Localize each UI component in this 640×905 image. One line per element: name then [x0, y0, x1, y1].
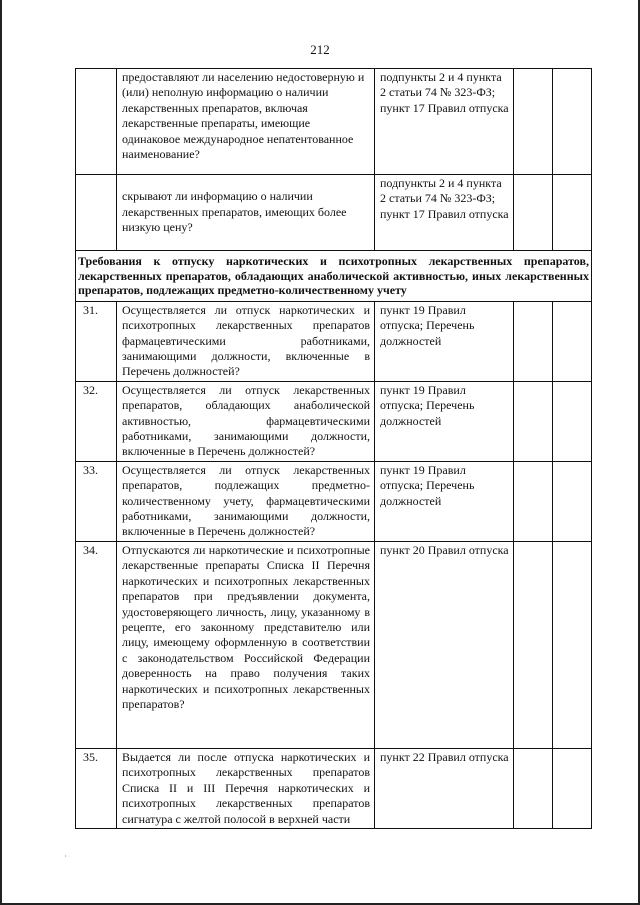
row-number: 32.	[76, 381, 117, 461]
row-number: 34.	[76, 541, 117, 748]
question-cell: скрывают ли информацию о наличии лекарственных препаратов, имеющих более низкую цену?	[117, 175, 375, 251]
legal-basis-cell: подпункты 2 и 4 пункта 2 статьи 74 № 323-ФЗ; пункт 17 Правил отпуска	[375, 69, 514, 175]
number-cell	[76, 175, 117, 251]
table-row	[76, 301, 592, 381]
answer-cell-no	[553, 461, 592, 541]
legal-basis-cell: пункт 19 Правил отпуска; Перечень должностей	[375, 381, 514, 461]
number-cell	[76, 69, 117, 175]
table-row	[76, 69, 592, 175]
scan-edge-left	[0, 0, 2, 905]
section-heading: Требования к отпуску наркотических и психотропных лекарственных препаратов, лекарственных препаратов, обладающих анаболической активностью, иных лекарственных препаратов, подлежащих предметно-количественному учету	[76, 251, 592, 302]
table-row	[76, 381, 592, 461]
answer-cell-no	[553, 301, 592, 381]
answer-cell-no	[553, 175, 592, 251]
question-cell: Выдается ли после отпуска наркотических и психотропных лекарственных препаратов Списка II и III Перечня наркотических и психотропных лекарственных препаратов сигнатура с желтой полосой в верхней части	[117, 748, 375, 828]
answer-cell-yes	[514, 381, 553, 461]
answer-cell-yes	[514, 175, 553, 251]
table-row	[76, 175, 592, 251]
answer-cell-no	[553, 541, 592, 748]
answer-cell-yes	[514, 301, 553, 381]
legal-basis-cell: пункт 19 Правил отпуска; Перечень должностей	[375, 301, 514, 381]
legal-basis-cell: пункт 20 Правил отпуска	[375, 541, 514, 748]
checklist-table	[75, 68, 592, 829]
question-cell: Осуществляется ли отпуск лекарственных препаратов, обладающих анаболической активностью, фармацевтическими работниками, занимающими должности, включенные в Перечень должностей?	[117, 381, 375, 461]
row-number: 35.	[76, 748, 117, 828]
answer-cell-yes	[514, 541, 553, 748]
answer-cell-no	[553, 748, 592, 828]
scan-speck: ˙	[64, 854, 67, 864]
table-row	[76, 461, 592, 541]
row-number: 33.	[76, 461, 117, 541]
legal-basis-cell: подпункты 2 и 4 пункта 2 статьи 74 № 323-ФЗ; пункт 17 Правил отпуска	[375, 175, 514, 251]
legal-basis-cell: пункт 19 Правил отпуска; Перечень должностей	[375, 461, 514, 541]
page-number: 212	[310, 42, 330, 57]
row-number: 31.	[76, 301, 117, 381]
answer-cell-no	[553, 69, 592, 175]
question-cell: предоставляют ли населению недостоверную и (или) неполную информацию о наличии лекарственных препаратов, включая лекарственные препараты, имеющие одинаковое международное непатентованное наименование?	[117, 69, 375, 175]
question-cell: Осуществляется ли отпуск лекарственных препаратов, подлежащих предметно-количественному учету, фармацевтическими работниками, занимающими должности, включенные в Перечень должностей?	[117, 461, 375, 541]
question-cell: Отпускаются ли наркотические и психотропные лекарственные препараты Списка II Перечня наркотических и психотропных лекарственных препаратов при предъявлении документа, удостоверяющего личность, лицу, указанному в рецепте, его законному представителю или лицу, имеющему оформленную в соответствии с законодательством Российской Федерации доверенность на право получения таких наркотических и психотропных лекарственных препаратов?	[117, 541, 375, 748]
answer-cell-no	[553, 381, 592, 461]
table-row	[76, 748, 592, 828]
question-cell: Осуществляется ли отпуск наркотических и психотропных лекарственных препаратов фармацевтическими работниками, занимающими должности, включенные в Перечень должностей?	[117, 301, 375, 381]
answer-cell-yes	[514, 69, 553, 175]
legal-basis-cell: пункт 22 Правил отпуска	[375, 748, 514, 828]
answer-cell-yes	[514, 461, 553, 541]
section-heading-row	[76, 251, 592, 302]
answer-cell-yes	[514, 748, 553, 828]
table-row	[76, 541, 592, 748]
